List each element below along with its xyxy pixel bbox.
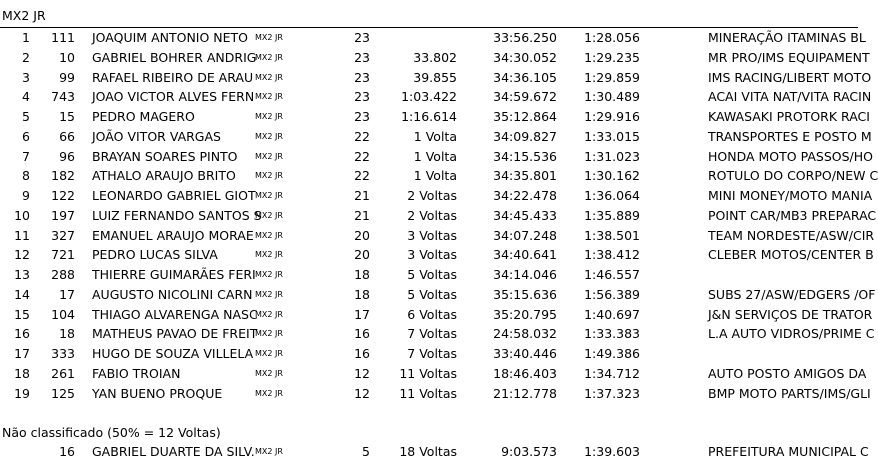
laps-cell: 16 bbox=[354, 326, 370, 342]
bike-number-cell: 18 bbox=[59, 326, 75, 342]
category-cell: MX2 JR bbox=[255, 309, 283, 319]
position-cell: 1 bbox=[22, 30, 30, 45]
laps-cell: 12 bbox=[354, 385, 370, 401]
not-classified-label: Não classificado (50% = 12 Voltas) bbox=[2, 425, 221, 440]
laps-cell: 22 bbox=[354, 168, 370, 184]
position-cell: 3 bbox=[22, 69, 30, 85]
position-cell: 14 bbox=[14, 286, 30, 302]
best-lap-cell: 1:40.697 bbox=[584, 306, 640, 322]
rider-name-cell: MATHEUS PAVAO DE FREIT bbox=[92, 326, 258, 342]
gap-cell: 7 Voltas bbox=[407, 326, 457, 342]
rider-name-cell: PEDRO MAGERO bbox=[92, 109, 195, 124]
total-time-cell: 35:15.636 bbox=[493, 286, 557, 302]
laps-cell: 5 bbox=[362, 444, 370, 459]
category-cell: MX2 JR bbox=[255, 230, 283, 240]
best-lap-cell: 1:46.557 bbox=[584, 267, 640, 282]
category-cell: MX2 JR bbox=[255, 92, 283, 102]
bike-number-cell: 122 bbox=[51, 188, 75, 203]
laps-cell: 18 bbox=[354, 286, 370, 302]
position-cell: 9 bbox=[22, 188, 30, 203]
rider-name-cell: YAN BUENO PROQUE bbox=[92, 385, 223, 401]
rider-name-cell: AUGUSTO NICOLINI CARN bbox=[92, 286, 253, 302]
best-lap-cell: 1:49.386 bbox=[584, 346, 640, 361]
total-time-cell: 34:45.433 bbox=[493, 207, 557, 223]
category-cell: MX2 JR bbox=[255, 210, 283, 220]
rider-name-cell: THIERRE GUIMARÃES FERI bbox=[92, 267, 256, 282]
total-time-cell: 34:35.801 bbox=[493, 168, 557, 184]
category-cell: MX2 JR bbox=[255, 171, 283, 181]
gap-cell: 5 Voltas bbox=[407, 286, 457, 302]
category-cell: MX2 JR bbox=[255, 349, 283, 358]
gap-cell: 3 Voltas bbox=[407, 227, 457, 243]
rider-name-cell: LEONARDO GABRIEL GIOT bbox=[92, 188, 256, 203]
best-lap-cell: 1:31.023 bbox=[584, 148, 640, 164]
best-lap-cell: 1:56.389 bbox=[584, 286, 640, 302]
table-row bbox=[0, 107, 870, 127]
gap-cell: 1:03.422 bbox=[401, 89, 457, 105]
rider-name-cell: LUIZ FERNANDO SANTOS S bbox=[92, 207, 262, 223]
bike-number-cell: 104 bbox=[51, 306, 75, 322]
position-cell: 6 bbox=[22, 128, 30, 144]
position-cell: 18 bbox=[14, 365, 30, 381]
position-cell: 4 bbox=[22, 89, 30, 105]
total-time-cell: 33:56.250 bbox=[493, 30, 557, 45]
position-cell: 7 bbox=[22, 148, 30, 164]
table-row bbox=[0, 324, 875, 344]
laps-cell: 23 bbox=[354, 30, 370, 45]
table-row bbox=[0, 285, 876, 305]
category-cell: MX2 JR bbox=[255, 52, 283, 62]
laps-cell: 18 bbox=[354, 267, 370, 282]
rider-name-cell: BRAYAN SOARES PINTO bbox=[92, 148, 238, 164]
team-cell: PREFEITURA MUNICIPAL C bbox=[708, 444, 869, 459]
bike-number-cell: 288 bbox=[51, 267, 75, 282]
best-lap-cell: 1:37.323 bbox=[584, 385, 640, 401]
rider-name-cell: GABRIEL BOHRER ANDRIG bbox=[92, 49, 257, 65]
best-lap-cell: 1:33.015 bbox=[584, 128, 640, 144]
bike-number-cell: 66 bbox=[59, 128, 75, 144]
team-cell: J&N SERVIÇOS DE TRATOR bbox=[708, 306, 873, 322]
total-time-cell: 35:20.795 bbox=[493, 306, 557, 322]
bike-number-cell: 721 bbox=[51, 247, 75, 263]
gap-cell: 1:16.614 bbox=[401, 109, 457, 124]
position-cell: 13 bbox=[14, 267, 30, 282]
table-row bbox=[0, 344, 858, 364]
team-cell: TRANSPORTES E POSTO M bbox=[708, 128, 872, 144]
team-cell: MINI MONEY/MOTO MANIA bbox=[708, 188, 873, 203]
laps-cell: 22 bbox=[354, 128, 370, 144]
team-cell: ROTULO DO CORPO/NEW C bbox=[708, 168, 878, 184]
total-time-cell: 34:59.672 bbox=[493, 89, 557, 105]
laps-cell: 16 bbox=[354, 346, 370, 361]
total-time-cell: 34:22.478 bbox=[493, 188, 557, 203]
total-time-cell: 34:07.248 bbox=[493, 227, 557, 243]
position-cell: 19 bbox=[14, 385, 30, 401]
best-lap-cell: 1:34.712 bbox=[584, 365, 640, 381]
laps-cell: 20 bbox=[354, 247, 370, 263]
gap-cell: 2 Voltas bbox=[407, 188, 457, 203]
category-title: MX2 JR bbox=[2, 8, 46, 23]
bike-number-cell: 327 bbox=[51, 227, 75, 243]
rider-name-cell: FABIO TROIAN bbox=[92, 365, 181, 381]
laps-cell: 12 bbox=[354, 365, 370, 381]
table-row bbox=[0, 305, 873, 325]
total-time-cell: 21:12.778 bbox=[493, 385, 557, 401]
laps-cell: 20 bbox=[354, 227, 370, 243]
table-row bbox=[0, 364, 867, 384]
gap-cell: 39.855 bbox=[413, 69, 457, 85]
position-cell: 15 bbox=[14, 306, 30, 322]
position-cell: 11 bbox=[14, 227, 30, 243]
team-cell: IMS RACING/LIBERT MOTO bbox=[708, 69, 872, 85]
team-cell: MINERAÇÃO ITAMINAS BL bbox=[708, 30, 866, 45]
category-cell: MX2 JR bbox=[255, 250, 283, 260]
team-cell: SUBS 27/ASW/EDGERS /OF bbox=[708, 286, 876, 302]
category-cell: MX2 JR bbox=[255, 368, 283, 378]
category-cell: MX2 JR bbox=[255, 191, 283, 200]
team-cell: HONDA MOTO PASSOS/HO bbox=[708, 148, 873, 164]
laps-cell: 21 bbox=[354, 188, 370, 203]
bike-number-cell: 197 bbox=[51, 207, 75, 223]
total-time-cell: 33:40.446 bbox=[493, 346, 557, 361]
gap-cell: 1 Volta bbox=[413, 148, 457, 164]
position-cell: 10 bbox=[14, 207, 30, 223]
bike-number-cell: 333 bbox=[51, 346, 75, 361]
category-cell: MX2 JR bbox=[255, 447, 283, 456]
category-cell: MX2 JR bbox=[255, 270, 283, 279]
total-time-cell: 9:03.573 bbox=[501, 444, 557, 459]
table-row bbox=[0, 68, 872, 88]
rider-name-cell: JOÃO VITOR VARGAS bbox=[92, 128, 221, 144]
gap-cell: 6 Voltas bbox=[407, 306, 457, 322]
category-cell: MX2 JR bbox=[255, 151, 283, 161]
gap-cell: 18 Voltas bbox=[399, 444, 457, 459]
table-row bbox=[0, 147, 873, 167]
position-cell: 8 bbox=[22, 168, 30, 184]
team-cell bbox=[708, 344, 858, 364]
bike-number-cell: 182 bbox=[51, 168, 75, 184]
gap-cell: 2 Voltas bbox=[407, 207, 457, 223]
team-cell bbox=[708, 265, 858, 285]
category-cell: MX2 JR bbox=[255, 72, 283, 82]
table-row bbox=[0, 384, 871, 404]
best-lap-cell: 1:33.383 bbox=[584, 326, 640, 342]
position-cell: 2 bbox=[22, 49, 30, 65]
gap-cell: 1 Volta bbox=[413, 128, 457, 144]
best-lap-cell: 1:36.064 bbox=[584, 188, 640, 203]
table-row bbox=[0, 28, 866, 48]
best-lap-cell: 1:38.501 bbox=[584, 227, 640, 243]
laps-cell: 23 bbox=[354, 89, 370, 105]
bike-number-cell: 111 bbox=[51, 30, 75, 45]
team-cell: MR PRO/IMS EQUIPAMENT bbox=[708, 49, 870, 65]
best-lap-cell: 1:29.859 bbox=[584, 69, 640, 85]
table-row bbox=[0, 206, 877, 226]
category-cell: MX2 JR bbox=[255, 112, 283, 121]
category-cell: MX2 JR bbox=[255, 329, 283, 339]
bike-number-cell: 15 bbox=[59, 109, 75, 124]
bike-number-cell: 17 bbox=[59, 286, 75, 302]
rider-name-cell: JOAQUIM ANTONIO NETO bbox=[92, 30, 249, 45]
best-lap-cell: 1:29.235 bbox=[584, 49, 640, 65]
position-cell: 12 bbox=[14, 247, 30, 263]
laps-cell: 22 bbox=[354, 148, 370, 164]
team-cell: ACAI VITA NAT/VITA RACIN bbox=[708, 89, 872, 105]
total-time-cell: 34:14.046 bbox=[493, 267, 557, 282]
team-cell: AUTO POSTO AMIGOS DA bbox=[708, 365, 867, 381]
best-lap-cell: 1:28.056 bbox=[584, 30, 640, 45]
bike-number-cell: 125 bbox=[51, 385, 75, 401]
best-lap-cell: 1:29.916 bbox=[584, 109, 640, 124]
rider-name-cell: GABRIEL DUARTE DA SILV. bbox=[92, 444, 255, 459]
bike-number-cell: 743 bbox=[51, 89, 75, 105]
table-row bbox=[0, 87, 872, 107]
table-row bbox=[0, 245, 874, 265]
best-lap-cell: 1:39.603 bbox=[584, 444, 640, 459]
gap-cell bbox=[380, 28, 457, 48]
table-row bbox=[0, 166, 878, 186]
category-cell: MX2 JR bbox=[255, 33, 283, 42]
rider-name-cell: ATHALO ARAUJO BRITO bbox=[92, 168, 236, 184]
table-row bbox=[0, 48, 870, 68]
position-cell bbox=[0, 442, 30, 462]
rider-name-cell: JOAO VICTOR ALVES FERN bbox=[92, 89, 255, 105]
table-row bbox=[0, 442, 869, 462]
gap-cell: 11 Voltas bbox=[399, 385, 457, 401]
position-cell: 5 bbox=[22, 109, 30, 124]
rider-name-cell: RAFAEL RIBEIRO DE ARAU bbox=[92, 69, 254, 85]
team-cell: POINT CAR/MB3 PREPARAC bbox=[708, 207, 877, 223]
bike-number-cell: 261 bbox=[51, 365, 75, 381]
position-cell: 16 bbox=[14, 326, 30, 342]
team-cell: L.A AUTO VIDROS/PRIME C bbox=[708, 326, 875, 342]
total-time-cell: 34:36.105 bbox=[493, 69, 557, 85]
table-row bbox=[0, 265, 858, 285]
laps-cell: 23 bbox=[354, 69, 370, 85]
best-lap-cell: 1:38.412 bbox=[584, 247, 640, 263]
rider-name-cell: HUGO DE SOUZA VILLELA bbox=[92, 346, 254, 361]
category-cell: MX2 JR bbox=[255, 131, 283, 141]
laps-cell: 23 bbox=[354, 109, 370, 124]
team-cell: KAWASAKI PROTORK RACI bbox=[708, 109, 870, 124]
position-cell: 17 bbox=[14, 346, 30, 361]
rider-name-cell: THIAGO ALVARENGA NASC bbox=[92, 306, 258, 322]
total-time-cell: 18:46.403 bbox=[493, 365, 557, 381]
total-time-cell: 34:15.536 bbox=[493, 148, 557, 164]
laps-cell: 21 bbox=[354, 207, 370, 223]
laps-cell: 23 bbox=[354, 49, 370, 65]
best-lap-cell: 1:30.489 bbox=[584, 89, 640, 105]
laps-cell: 17 bbox=[354, 306, 370, 322]
rider-name-cell: EMANUEL ARAUJO MORAE bbox=[92, 227, 254, 243]
total-time-cell: 34:30.052 bbox=[493, 49, 557, 65]
gap-cell: 5 Voltas bbox=[407, 267, 457, 282]
gap-cell: 3 Voltas bbox=[407, 247, 457, 263]
bike-number-cell: 99 bbox=[59, 69, 75, 85]
gap-cell: 11 Voltas bbox=[399, 365, 457, 381]
total-time-cell: 24:58.032 bbox=[493, 326, 557, 342]
team-cell: BMP MOTO PARTS/IMS/GLI bbox=[708, 385, 871, 401]
total-time-cell: 34:09.827 bbox=[493, 128, 557, 144]
team-cell: TEAM NORDESTE/ASW/CIR bbox=[708, 227, 875, 243]
gap-cell: 1 Volta bbox=[413, 168, 457, 184]
best-lap-cell: 1:35.889 bbox=[584, 207, 640, 223]
table-row bbox=[0, 127, 872, 147]
best-lap-cell: 1:30.162 bbox=[584, 168, 640, 184]
table-row bbox=[0, 186, 873, 206]
team-cell: CLEBER MOTOS/CENTER B bbox=[708, 247, 874, 263]
bike-number-cell: 16 bbox=[59, 444, 75, 459]
total-time-cell: 34:40.641 bbox=[493, 247, 557, 263]
gap-cell: 33.802 bbox=[413, 49, 457, 65]
total-time-cell: 35:12.864 bbox=[493, 109, 557, 124]
table-row bbox=[0, 226, 875, 246]
bike-number-cell: 10 bbox=[59, 49, 75, 65]
category-cell: MX2 JR bbox=[255, 289, 283, 299]
rider-name-cell: PEDRO LUCAS SILVA bbox=[92, 247, 218, 263]
gap-cell: 7 Voltas bbox=[407, 346, 457, 361]
category-cell: MX2 JR bbox=[255, 388, 283, 398]
bike-number-cell: 96 bbox=[59, 148, 75, 164]
